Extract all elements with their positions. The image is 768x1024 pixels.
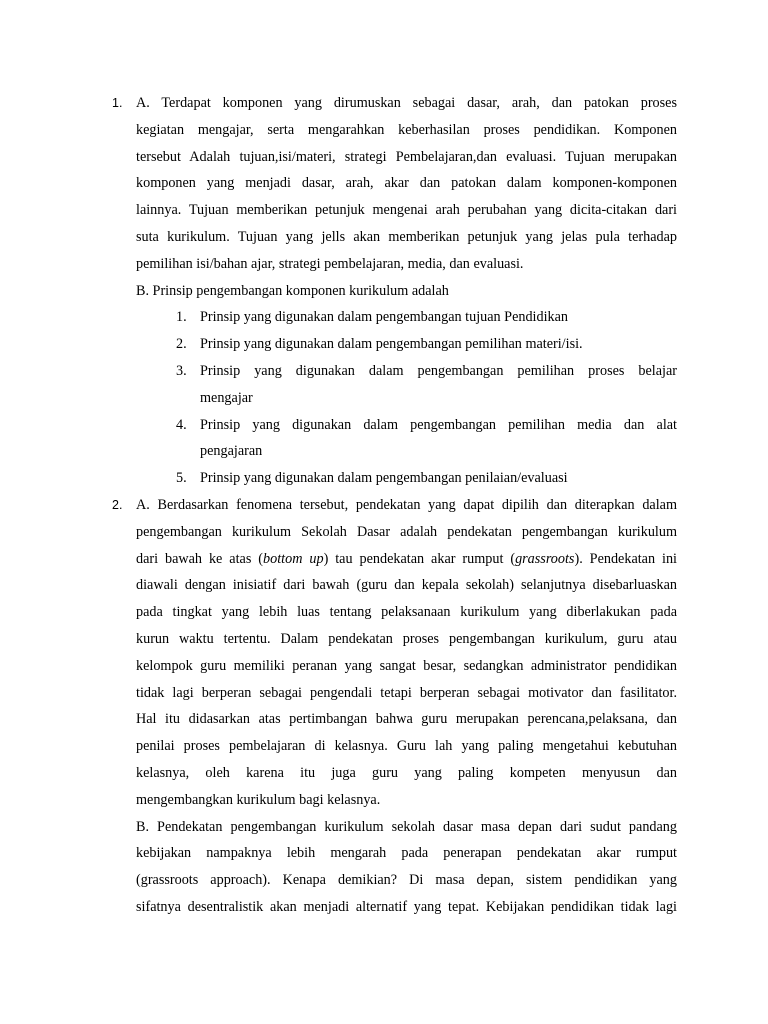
text-run: dari bawah ke atas ( (136, 550, 264, 567)
italic-term-grassroots: grassroots (515, 550, 575, 567)
sublist-line: mengajar (200, 389, 253, 406)
paragraph-line: A. Terdapat komponen yang dirumuskan sebagai dasar, arah, dan patokan proses (136, 95, 677, 111)
sublist-number: 2. (176, 336, 187, 353)
sublist-line: Prinsip yang digunakan dalam pengembangan pemilihan proses belajar (200, 362, 677, 379)
paragraph-line: Hal itu didasarkan atas pertimbangan bahwa guru merupakan perencana,pelaksana, dan (136, 711, 677, 728)
paragraph-line: suta kurikulum. Tujuan yang jells akan memberikan petunjuk yang jelas pula terhadap (136, 228, 677, 245)
paragraph-line: pengembangan kurikulum Sekolah Dasar adalah pendekatan pengembangan kurikulum (136, 523, 677, 540)
paragraph-line: B. Pendekatan pengembangan kurikulum sekolah dasar masa depan dari sudut pandang (136, 818, 677, 835)
sublist-line: Prinsip yang digunakan dalam pengembangan pemilihan materi/isi. (200, 336, 583, 353)
sublist-item (136, 412, 677, 466)
paragraph-line: kurun waktu tertentu. Dalam pendekatan proses pengembangan kurikulum, guru atau (136, 630, 677, 647)
paragraph-line: komponen yang menjadi dasar, arah, akar dan patokan dalam komponen-komponen (136, 175, 677, 192)
paragraph-line: tidak lagi berperan sebagai pengendali tetapi berperan sebagai motivator dan fasilitator. (136, 684, 677, 701)
paragraph-line: mengembangkan kurikulum bagi kelasnya. (136, 791, 381, 808)
paragraph-line: kegiatan mengajar, serta mengarahkan keberhasilan proses pendidikan. Komponen (136, 121, 677, 138)
list-number: 2. (112, 497, 123, 512)
paragraph-line: diawali dengan inisiatif dari bawah (guru dan kepala sekolah) selanjutnya disebarluaskan (136, 577, 677, 594)
sublist-item (136, 358, 677, 412)
sublist-line: Prinsip yang digunakan dalam pengembangan penilaian/evaluasi (200, 470, 568, 487)
sublist-item (136, 304, 677, 331)
paragraph-line: lainnya. Tujuan memberikan petunjuk mengenai arah perubahan yang dicita-citakan dari (136, 202, 677, 219)
sublist-line: Prinsip yang digunakan dalam pengembangan pemilihan media dan alat (200, 416, 677, 433)
paragraph-line: pada tingkat yang lebih luas tentang pelaksanaan kurikulum yang diberlakukan pada (136, 604, 677, 621)
text-run: ). Pendekatan ini (574, 550, 677, 567)
paragraph-line: A. Berdasarkan fenomena tersebut, pendekatan yang dapat dipilih dan diterapkan dalam (136, 496, 677, 513)
paragraph-line: pemilihan isi/bahan ajar, strategi pembelajaran, media, dan evaluasi. (136, 255, 524, 272)
text-run: ) tau pendekatan akar rumput ( (323, 550, 516, 567)
sublist-number: 4. (176, 416, 187, 433)
list-item-2 (112, 492, 677, 921)
sublist-line: Prinsip yang digunakan dalam pengembangan tujuan Pendidikan (200, 309, 569, 326)
sublist-line: pengajaran (200, 443, 263, 460)
paragraph-line: tersebut Adalah tujuan,isi/materi, strategi Pembelajaran,dan evaluasi. Tujuan merupakan (136, 148, 677, 165)
paragraph-line: kelasnya, oleh karena itu juga guru yang paling kompeten menyusun dan (136, 764, 677, 781)
paragraph-line: penilai proses pembelajaran di kelasnya. Guru lah yang paling mengetahui kebutuhan (136, 738, 677, 755)
sublist-item (136, 331, 677, 358)
paragraph-line: sifatnya desentralistik akan menjadi alternatif yang tepat. Kebijakan pendidikan tidak lagi (136, 898, 677, 915)
sublist-number: 5. (176, 470, 187, 487)
part-b-intro: B. Prinsip pengembangan komponen kurikulum adalah (136, 282, 449, 299)
paragraph-line: kelompok guru memiliki peranan yang sangat besar, sedangkan administrator pendidikan (136, 657, 677, 674)
sublist-number: 3. (176, 362, 187, 379)
sublist-number: 1. (176, 309, 187, 326)
paragraph-line: (grassroots approach). Kenapa demikian? Di masa depan, sistem pendidikan yang (136, 872, 677, 889)
italic-term-bottom-up: bottom up (263, 550, 324, 567)
list-item-1 (112, 90, 677, 492)
paragraph-line: kebijakan nampaknya lebih mengarah pada penerapan pendekatan akar rumput (136, 845, 677, 862)
document-body (112, 90, 677, 921)
paragraph-line (136, 546, 677, 573)
list-number: 1. (112, 96, 123, 110)
sublist-item (136, 465, 677, 492)
